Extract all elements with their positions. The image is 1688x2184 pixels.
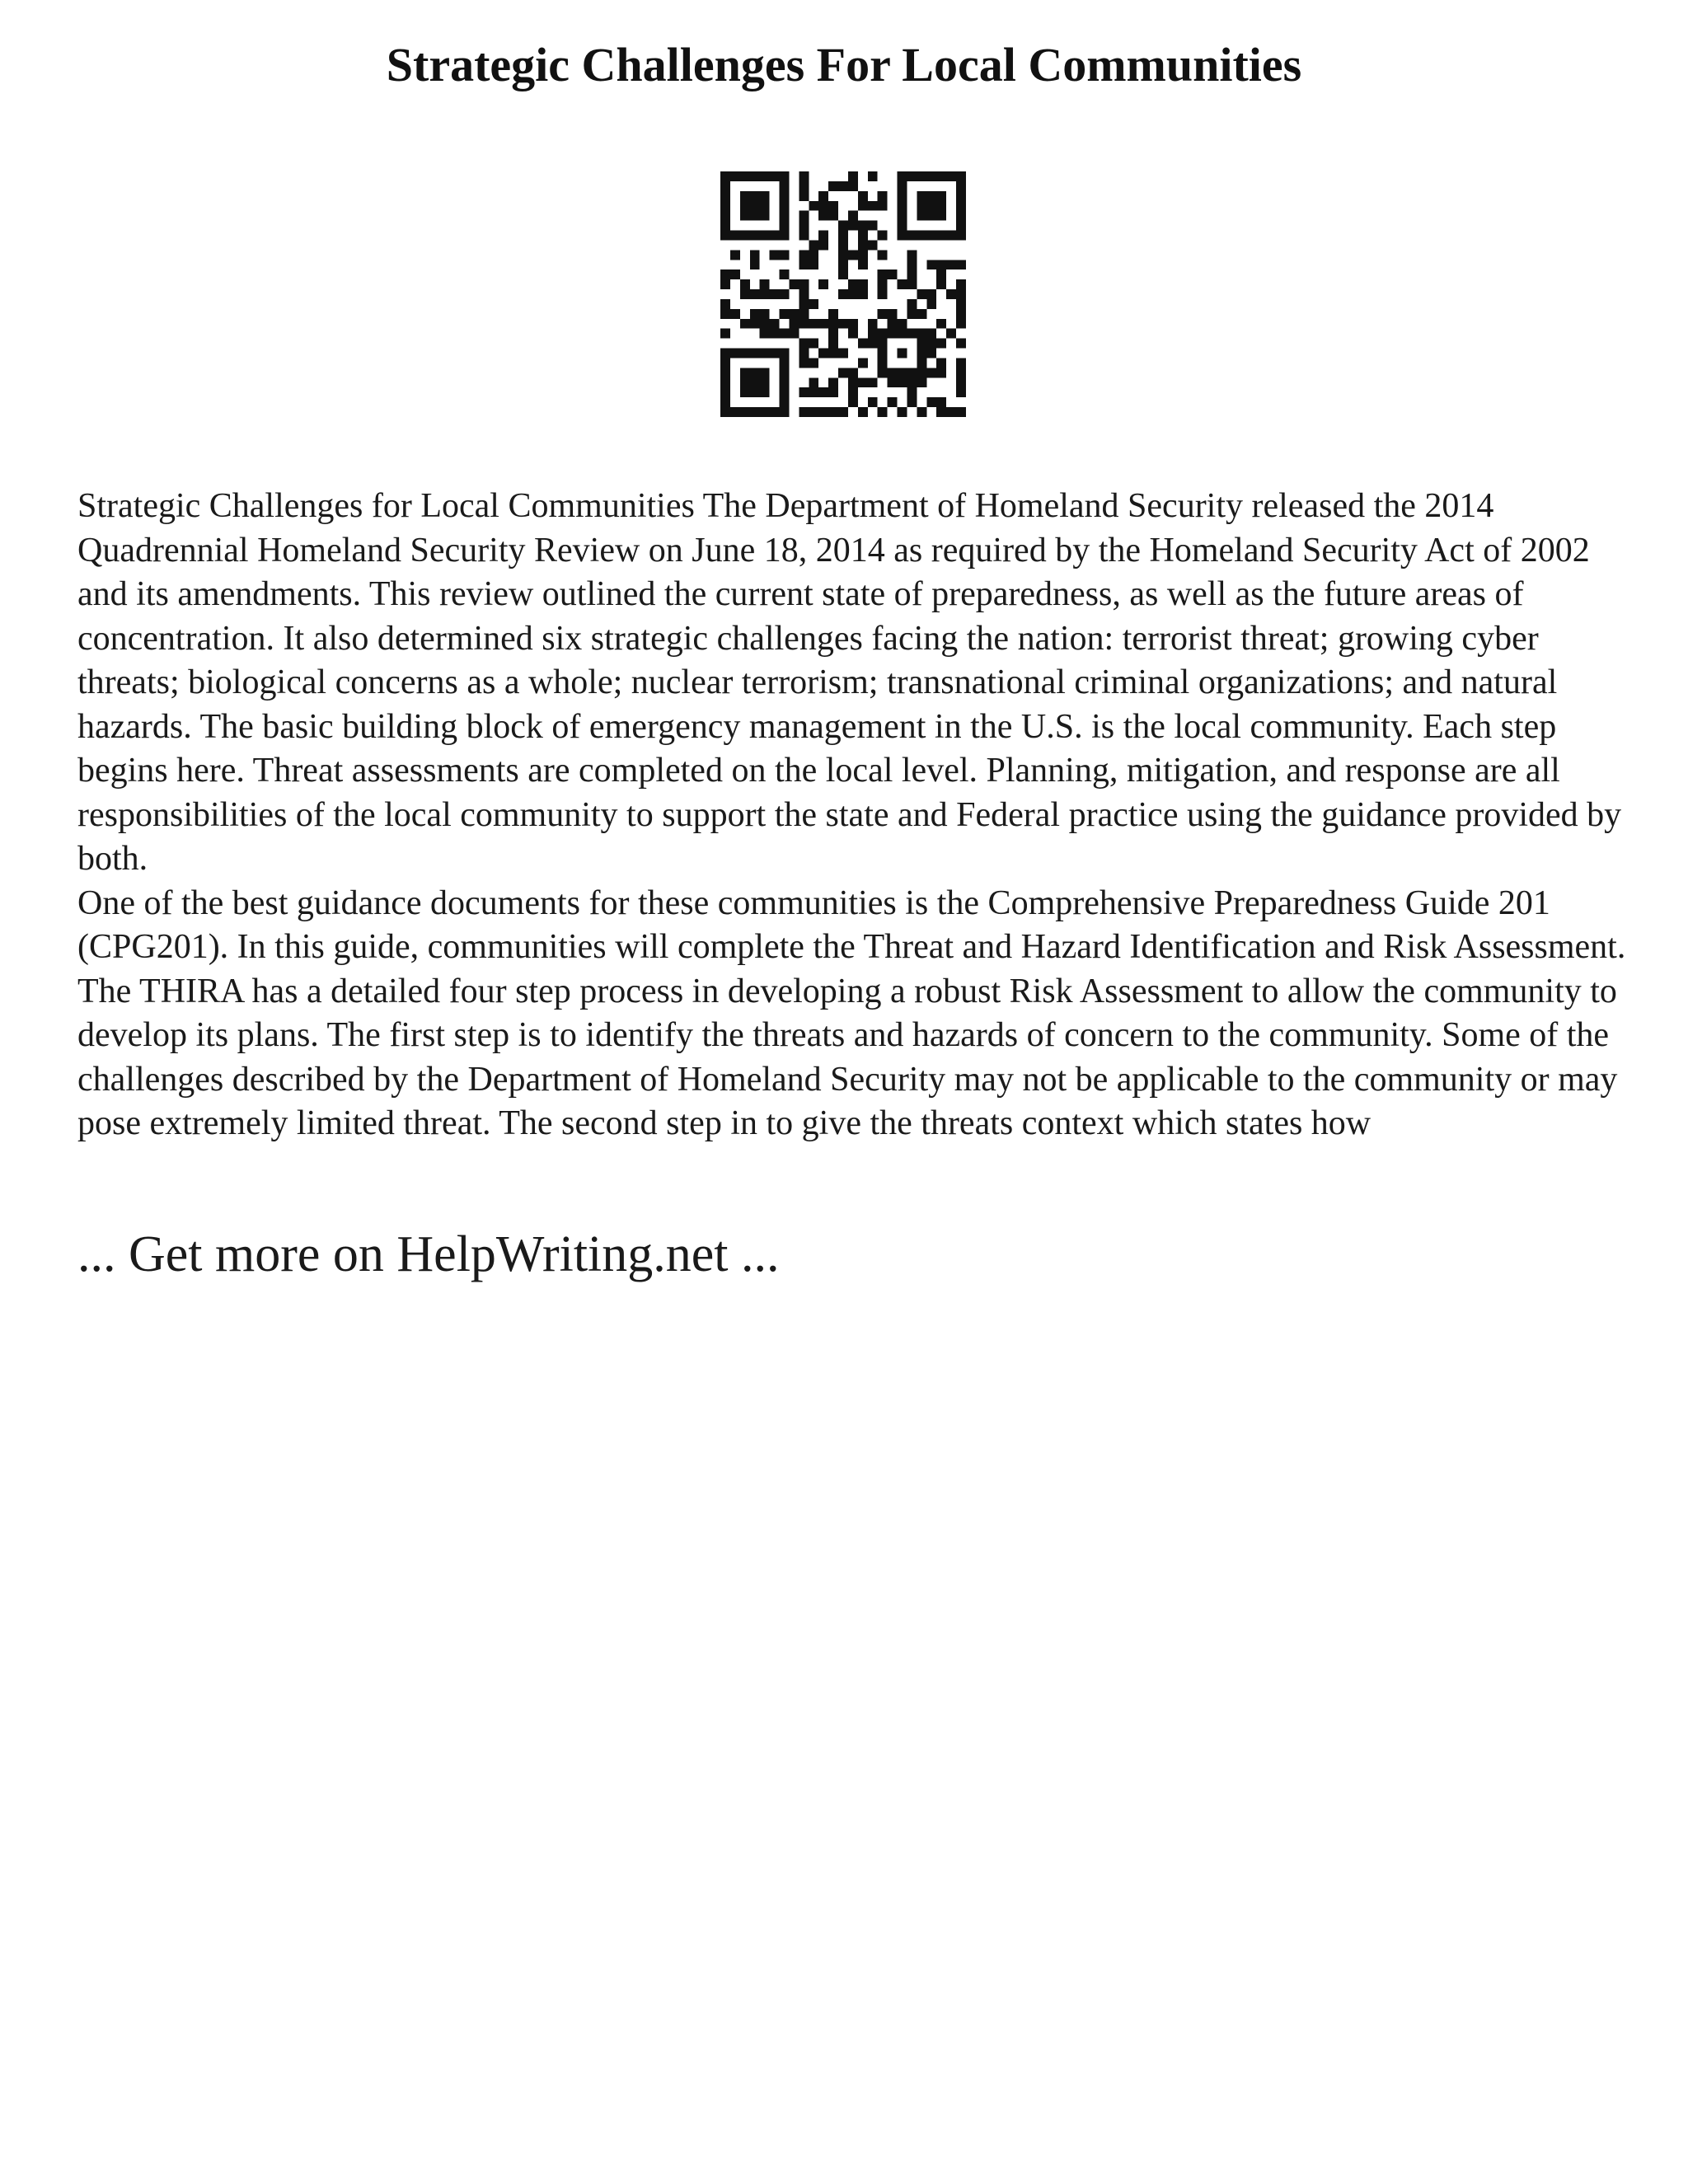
page-title: Strategic Challenges For Local Communities xyxy=(386,38,1302,91)
qr-code-graphic xyxy=(720,171,966,417)
qr-code-icon[interactable] xyxy=(720,171,966,417)
paragraph-2: One of the best guidance documents for these communities is the Comprehensive Preparedness Guide 201 (CPG201). In this guide, communities will complete the Threat and Hazard Identification and Risk Assessment. The THIRA has a detailed four step process in developing a robust Risk Assessment to allow the community to develop its plans. The first step is to identify the threats and hazards of concern to the community. Some of the challenges described by the Department of Homeland Security may not be applicable to the community or may pose extremely limited threat. The second step in to give the threats context which states how xyxy=(77,883,1626,1142)
get-more-link[interactable]: ... Get more on HelpWriting.net ... xyxy=(77,1226,780,1282)
article-body xyxy=(77,485,1627,1146)
paragraph-1: Strategic Challenges for Local Communities The Department of Homeland Security released the 2014 Quadrennial Homeland Security Review on June 18, 2014 as required by the Homeland Security Act of 2002 and its amendments. This review outlined the current state of preparedness, as well as the future areas of concentration. It also determined six strategic challenges facing the nation: terrorist threat; growing cyber threats; biological concerns as a whole; nuclear terrorism; transnational criminal organizations; and natural hazards. The basic building block of emergency management in the U.S. is the local community. Each step begins here. Threat assessments are completed on the local level. Planning, mitigation, and response are all responsibilities of the local community to support the state and Federal practice using the guidance provided by both. xyxy=(77,487,1622,878)
